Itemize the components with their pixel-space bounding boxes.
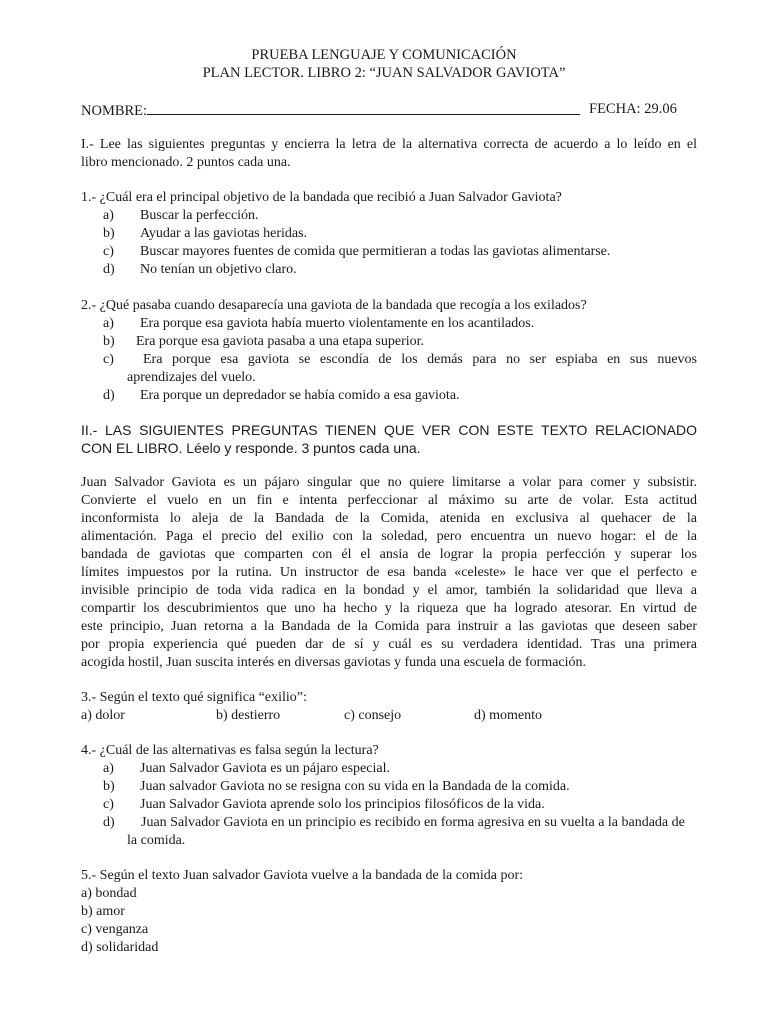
passage-line: este principio, Juan retorna a la Bandada de la Comida para instruir a las gaviotas que deseen saber xyxy=(81,619,697,634)
q2-option-a[interactable] xyxy=(103,315,534,333)
option-text: Buscar mayores fuentes de comida que permitieran a todas las gaviotas alimentarse. xyxy=(140,244,611,259)
q4-option-d[interactable] xyxy=(103,814,685,832)
q5-option-d[interactable]: d) solidaridad xyxy=(81,940,159,955)
q4-option-c[interactable] xyxy=(103,796,545,814)
student-info-line xyxy=(81,100,677,120)
q3-option-a[interactable]: a) dolor xyxy=(81,708,125,723)
q1-option-b[interactable] xyxy=(103,225,307,243)
question-4: 4.- ¿Cuál de las alternativas es falsa según la lectura? xyxy=(81,743,379,758)
passage-line: Convierte el vuelo en un fin e intenta perfeccionar al máximo su arte de volar. Esta actitud xyxy=(81,493,697,508)
option-text: Era porque esa gaviota se escondía de los demás para no ser espiaba en sus nuevos xyxy=(143,352,697,367)
name-label: NOMBRE: xyxy=(81,103,148,119)
option-text: Juan Salvador Gaviota es un pájaro especial. xyxy=(140,761,390,776)
q3-option-b[interactable]: b) destierro xyxy=(216,708,281,723)
question-2: 2.- ¿Qué pasaba cuando desaparecía una gaviota de la bandada que recogía a los exilados? xyxy=(81,298,587,313)
question-1: 1.- ¿Cuál era el principal objetivo de la bandada que recibió a Juan Salvador Gaviota? xyxy=(81,190,562,205)
q1-option-a[interactable] xyxy=(103,207,259,225)
option-letter: d) xyxy=(103,262,115,277)
option-letter: b) xyxy=(103,334,115,349)
q5-option-b[interactable]: b) amor xyxy=(81,904,125,919)
option-text: Ayudar a las gaviotas heridas. xyxy=(140,226,308,241)
option-letter: d) xyxy=(103,815,115,830)
question-5: 5.- Según el texto Juan salvador Gaviota vuelve a la bandada de la comida por: xyxy=(81,868,524,883)
q1-option-d[interactable] xyxy=(103,261,297,279)
option-letter: c) xyxy=(103,797,114,812)
section1-instructions-line2: libro mencionado. 2 puntos cada una. xyxy=(81,155,291,170)
passage-line: alimentación. Paga el precio del exilio con la soledad, pero encuentra un nuevo hogar: el de la xyxy=(81,529,697,544)
q3-option-d[interactable]: d) momento xyxy=(474,708,543,723)
section2-instructions-line2: CON EL LIBRO. Léelo y responde. 3 puntos cada una. xyxy=(81,440,421,456)
option-text: Juan salvador Gaviota no se resigna con su vida en la Bandada de la comida. xyxy=(140,779,570,794)
exam-subtitle: PLAN LECTOR. LIBRO 2: “JUAN SALVADOR GAVIOTA” xyxy=(202,65,566,81)
option-letter: b) xyxy=(103,779,115,794)
passage-line: invisible principio de toda vida radica en la bondad y el amor, también la solidaridad que lleva a xyxy=(81,583,697,598)
option-text: Era porque esa gaviota había muerto violentamente en los acantilados. xyxy=(140,316,535,331)
q5-option-a[interactable]: a) bondad xyxy=(81,886,137,901)
passage-line: límites impuestos por la rutina. Un instructor de esa banda «celeste» le hace ver que el perfecto e xyxy=(81,565,697,580)
q2-option-b[interactable] xyxy=(103,333,424,351)
option-text: Juan Salvador Gaviota aprende solo los principios filosóficos de la vida. xyxy=(140,797,545,812)
option-text: Era porque un depredador se había comido a esa gaviota. xyxy=(140,388,460,403)
q1-option-c[interactable] xyxy=(103,243,610,261)
option-letter: c) xyxy=(103,244,114,259)
option-text: Era porque esa gaviota pasaba a una etapa superior. xyxy=(136,334,425,349)
q4-option-a[interactable] xyxy=(103,760,390,778)
option-text: Buscar la perfección. xyxy=(140,208,259,223)
passage-line: bandada de gaviotas que comparten con él el ansia de lograr la propia perfección y superar los xyxy=(81,547,697,562)
passage-line: inconformista lo aleja de la Bandada de la Comida, atenida en exclusiva al quehacer de la xyxy=(81,511,697,526)
q2-option-c[interactable] xyxy=(103,351,697,369)
option-letter: a) xyxy=(103,208,114,223)
option-letter: d) xyxy=(103,388,115,403)
name-blank-field[interactable] xyxy=(147,100,580,115)
passage-line: por propia experiencia qué pueden dar de sí y cuál es su verdadera identidad. Tras una primera xyxy=(81,637,697,652)
q4-option-b[interactable] xyxy=(103,778,570,796)
q2-option-d[interactable] xyxy=(103,387,460,405)
section1-instructions-line1: I.- Lee las siguientes preguntas y encierra la letra de la alternativa correcta de acuerdo a lo leído en el xyxy=(81,137,697,152)
exam-title: PRUEBA LENGUAJE Y COMUNICACIÓN xyxy=(251,47,517,63)
option-letter: a) xyxy=(103,316,114,331)
q5-option-c[interactable]: c) venganza xyxy=(81,922,149,937)
section2-instructions-line1: II.- LAS SIGUIENTES PREGUNTAS TIENEN QUE VER CON ESTE TEXTO RELACIONADO xyxy=(81,422,697,438)
option-letter: b) xyxy=(103,226,115,241)
option-letter: c) xyxy=(103,352,114,367)
q4-option-d-continuation: la comida. xyxy=(127,833,186,848)
date-label: FECHA: 29.06 xyxy=(589,101,677,117)
option-letter: a) xyxy=(103,761,114,776)
q2-option-c-continuation: aprendizajes del vuelo. xyxy=(127,370,256,385)
passage-line: acogida hostil, Juan suscita interés en diversas gaviotas y funda una escuela de formación. xyxy=(81,655,587,670)
q3-option-c[interactable]: c) consejo xyxy=(344,708,402,723)
option-text: Juan Salvador Gaviota en un principio es recibido en forma agresiva en su vuelta a la bandada de xyxy=(141,815,685,830)
passage-line: Juan Salvador Gaviota es un pájaro singular que no quiere limitarse a volar para comer y subsistir. xyxy=(81,475,697,490)
question-3: 3.- Según el texto qué significa “exilio”: xyxy=(81,690,307,705)
option-text: No tenían un objetivo claro. xyxy=(140,262,297,277)
passage-line: compartir los descubrimientos que uno ha hecho y la riqueza que ha logrado atesorar. En virtud de xyxy=(81,601,697,616)
